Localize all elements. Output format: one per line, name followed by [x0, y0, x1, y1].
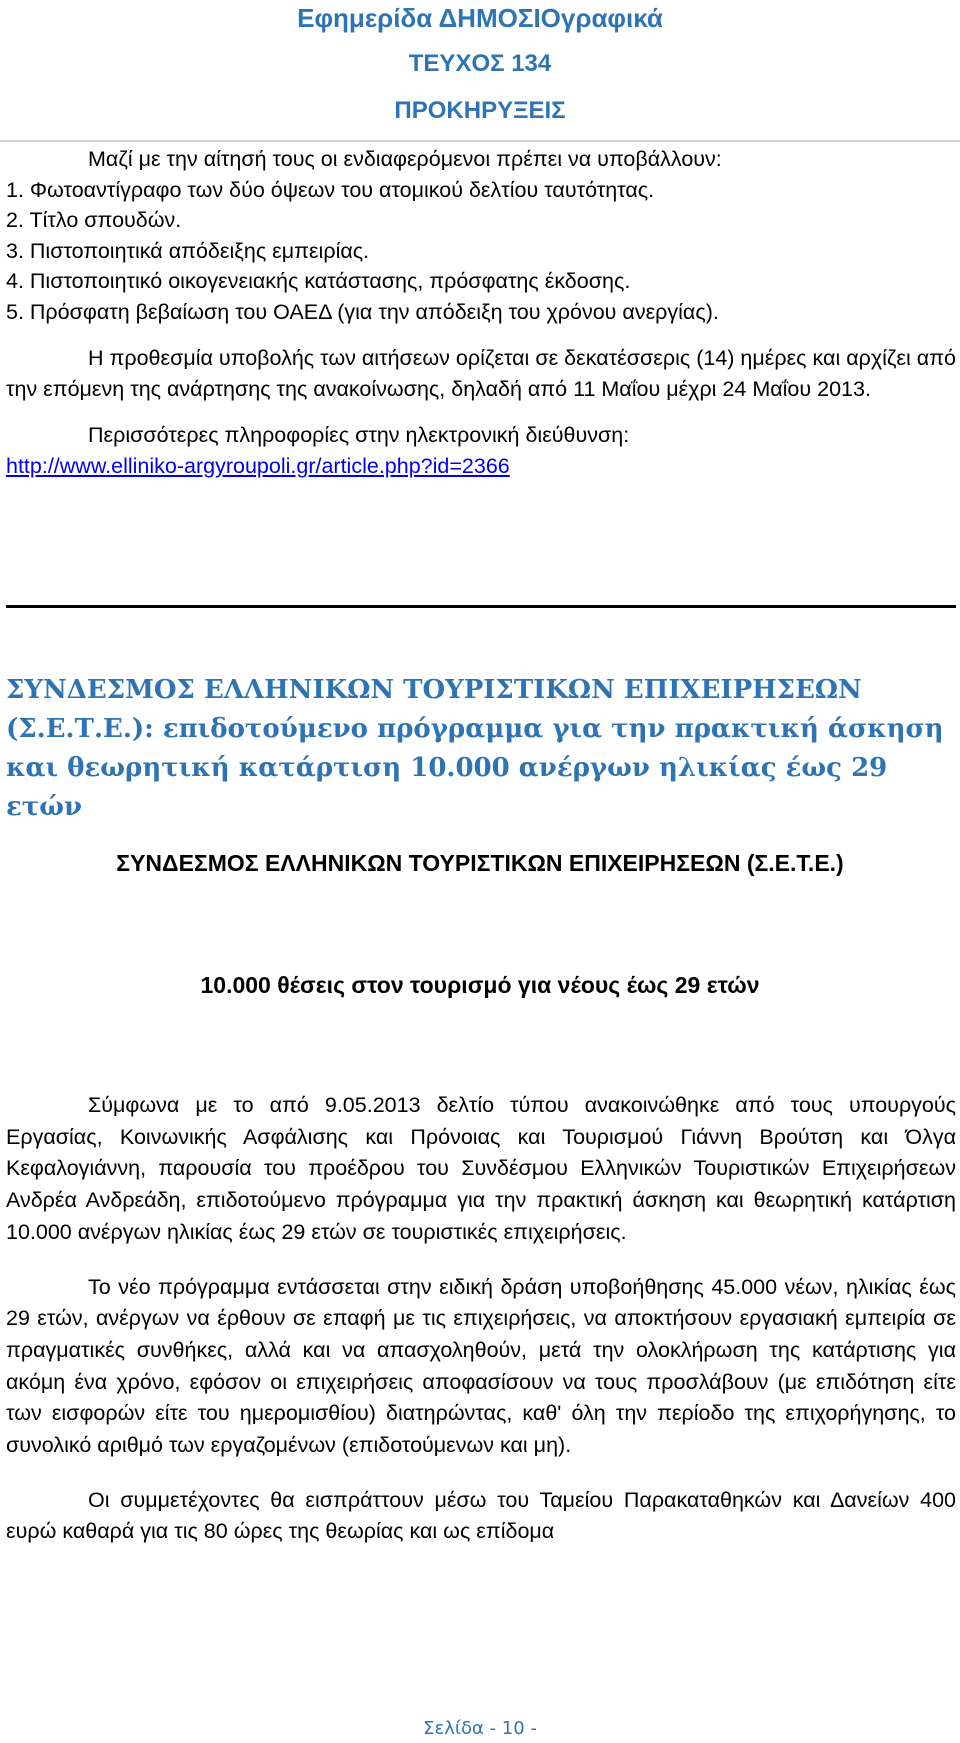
article-title: ΣΥΝΔΕΣΜΟΣ ΕΛΛΗΝΙΚΩΝ ΤΟΥΡΙΣΤΙΚΩΝ ΕΠΙΧΕΙΡΗΣΕΩΝ (Σ.Ε.Τ.Ε.): επιδοτούμενο πρόγραμμα για την πρακτική άσκηση και θεωρητική κατάρτιση 10.000 ανέργων ηλικίας έως 29 ετών	[6, 675, 944, 822]
intro-section	[6, 144, 956, 481]
section-separator	[6, 605, 956, 608]
list-item: 5. Πρόσφατη βεβαίωση του ΟΑΕΔ (για την απόδειξη του χρόνου ανεργίας).	[6, 299, 719, 324]
list-item: 1. Φωτοαντίγραφο των δύο όψεων του ατομικού δελτίου ταυτότητας.	[6, 177, 655, 202]
body-paragraph: Σύμφωνα με το από 9.05.2013 δελτίο τύπου ανακοινώθηκε από τους υπουργούς Εργασίας, Κοινωνικής Ασφάλισης και Πρόνοιας και Τουρισμού Γιάννη Βρούτση και Όλγα Κεφαλογιάννη, παρουσία του προέδρου του Συνδέσμου Ελληνικών Τουριστικών Επιχειρήσεων Ανδρέα Ανδρεάδη, επιδοτούμενο πρόγραμμα για την πρακτική άσκηση και θεωρητική κατάρτιση 10.000 ανέργων ηλικίας έως 29 ετών σε τουριστικές επιχειρήσεις.	[6, 1093, 956, 1244]
list-item: 2. Τίτλο σπουδών.	[6, 208, 182, 232]
list-item: 3. Πιστοποιητικά απόδειξης εμπειρίας.	[6, 238, 370, 263]
more-info-text: Περισσότερες πληροφορίες στην ηλεκτρονική διεύθυνση:	[88, 423, 630, 447]
deadline-paragraph: Η προθεσμία υποβολής των αιτήσεων ορίζεται σε δεκατέσσερις (14) ημέρες και αρχίζει από την επόμενη της ανάρτησης της ανακοίνωσης, δηλαδή από 11 Μαΐου μέχρι 24 Μαΐου 2013.	[6, 346, 956, 401]
page-number: Σελίδα - 10 -	[423, 1718, 537, 1739]
body-paragraph: Το νέο πρόγραμμα εντάσσεται στην ειδική δράση υποβοήθησης 45.000 νέων, ηλικίας έως 29 ετών, ανέργων να έρθουν σε επαφή με τις επιχειρήσεις, να αποκτήσουν εργασιακή εμπειρία σε πραγματικές συνθήκες, αλλά και να απασχοληθούν, μετά την ολοκλήρωση της κατάρτισης για ακόμη ένα χρόνο, εφόσον οι επιχειρήσεις αποφασίσουν να τους προσλάβουν (με επιδότηση είτε των εισφορών είτε του ημερομισθίου) διατηρώντας, καθ' όλη την περίοδο της επιχορήγησης, το συνολικό αριθμό των εργαζομένων (επιδοτούμενων και μη).	[6, 1274, 956, 1458]
section-title: ΠΡΟΚΗΡΥΞΕΙΣ	[394, 97, 566, 124]
header-divider	[0, 140, 960, 142]
article-link[interactable]: http://www.elliniko-argyroupoli.gr/article.php?id=2366	[6, 453, 510, 478]
submit-intro: Μαζί με την αίτησή τους οι ενδιαφερόμενοι πρέπει να υποβάλλουν:	[88, 147, 722, 171]
article-body	[6, 1090, 956, 1548]
organization-heading: ΣΥΝΔΕΣΜΟΣ ΕΛΛΗΝΙΚΩΝ ΤΟΥΡΙΣΤΙΚΩΝ ΕΠΙΧΕΙΡΗΣΕΩΝ (Σ.Ε.Τ.Ε.)	[116, 850, 844, 876]
body-paragraph: Οι συμμετέχοντες θα εισπράττουν μέσω του Ταμείου Παρακαταθηκών και Δανείων 400 ευρώ καθαρά για τις 80 ώρες της θεωρίας και ως επίδομα	[6, 1487, 956, 1544]
newspaper-title: Εφημερίδα ΔΗΜΟΣΙΟγραφικά	[297, 3, 663, 33]
article-subheading: 10.000 θέσεις στον τουρισμό για νέους έως 29 ετών	[200, 972, 760, 998]
issue-number: ΤΕΥΧΟΣ 134	[408, 50, 552, 77]
list-item: 4. Πιστοποιητικό οικογενειακής κατάστασης, πρόσφατης έκδοσης.	[6, 269, 631, 293]
requirements-list	[6, 175, 956, 328]
